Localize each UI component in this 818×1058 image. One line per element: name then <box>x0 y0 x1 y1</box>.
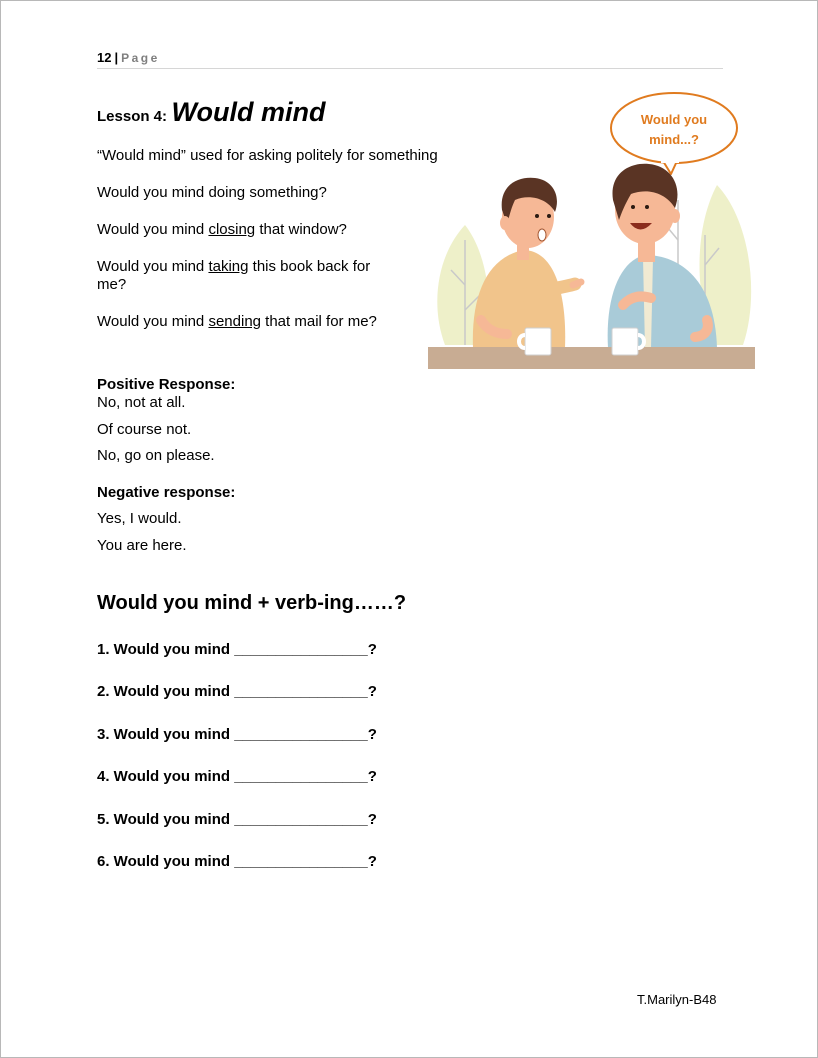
positive-item: No, not at all. <box>97 394 186 411</box>
positive-item: No, go on please. <box>97 447 215 464</box>
header-separator: | <box>114 50 119 65</box>
example-text: Would you mind doing something? <box>97 184 327 201</box>
exercise-item: 3. Would you mind ________________? <box>97 726 377 743</box>
example-line <box>97 221 347 238</box>
example-verb: closing <box>208 221 256 238</box>
lesson-label: Lesson 4: <box>97 108 168 125</box>
example-line <box>97 276 126 293</box>
exercise-item: 5. Would you mind ________________? <box>97 811 377 828</box>
conversation-illustration <box>425 90 760 375</box>
page-number: 12 <box>97 50 112 65</box>
example-text: this book back for <box>248 258 371 275</box>
example-line <box>97 313 377 330</box>
positive-item: Of course not. <box>97 421 192 438</box>
exercise-item: 2. Would you mind ________________? <box>97 683 377 700</box>
example-verb: sending <box>208 313 261 330</box>
page-word: Page <box>121 51 160 65</box>
exercise-item: 4. Would you mind ________________? <box>97 768 377 785</box>
speech-bubble <box>611 93 737 163</box>
example-text: that window? <box>255 221 347 238</box>
table-top <box>428 347 755 369</box>
negative-heading: Negative response: <box>97 484 236 501</box>
example-verb: taking <box>208 258 249 275</box>
intro-text: “Would mind” used for asking politely for something <box>97 147 438 164</box>
example-line <box>97 184 327 201</box>
tail-mask <box>661 158 679 163</box>
lesson-title: Would mind <box>171 97 326 127</box>
page-header <box>97 50 723 69</box>
example-text: Would you mind <box>97 221 209 238</box>
lesson-heading <box>97 97 325 128</box>
example-line <box>97 258 370 275</box>
example-text: that mail for me? <box>261 313 377 330</box>
negative-item: You are here. <box>97 537 187 554</box>
negative-item: Yes, I would. <box>97 510 182 527</box>
exercise-heading: Would you mind + verb-ing……? <box>97 592 407 614</box>
left-man <box>473 178 581 348</box>
example-text: Would you mind <box>97 313 209 330</box>
speech-text-1: Would you <box>640 112 708 127</box>
exercise-item: 1. Would you mind ________________? <box>97 641 377 658</box>
speech-text-2: mind...? <box>649 132 699 147</box>
exercise-item: 6. Would you mind ________________? <box>97 853 377 870</box>
example-text: Would you mind <box>97 258 209 275</box>
footer-author: T.Marilyn-B48 <box>637 992 717 1007</box>
example-text: me? <box>97 276 127 293</box>
positive-heading: Positive Response: <box>97 376 236 393</box>
